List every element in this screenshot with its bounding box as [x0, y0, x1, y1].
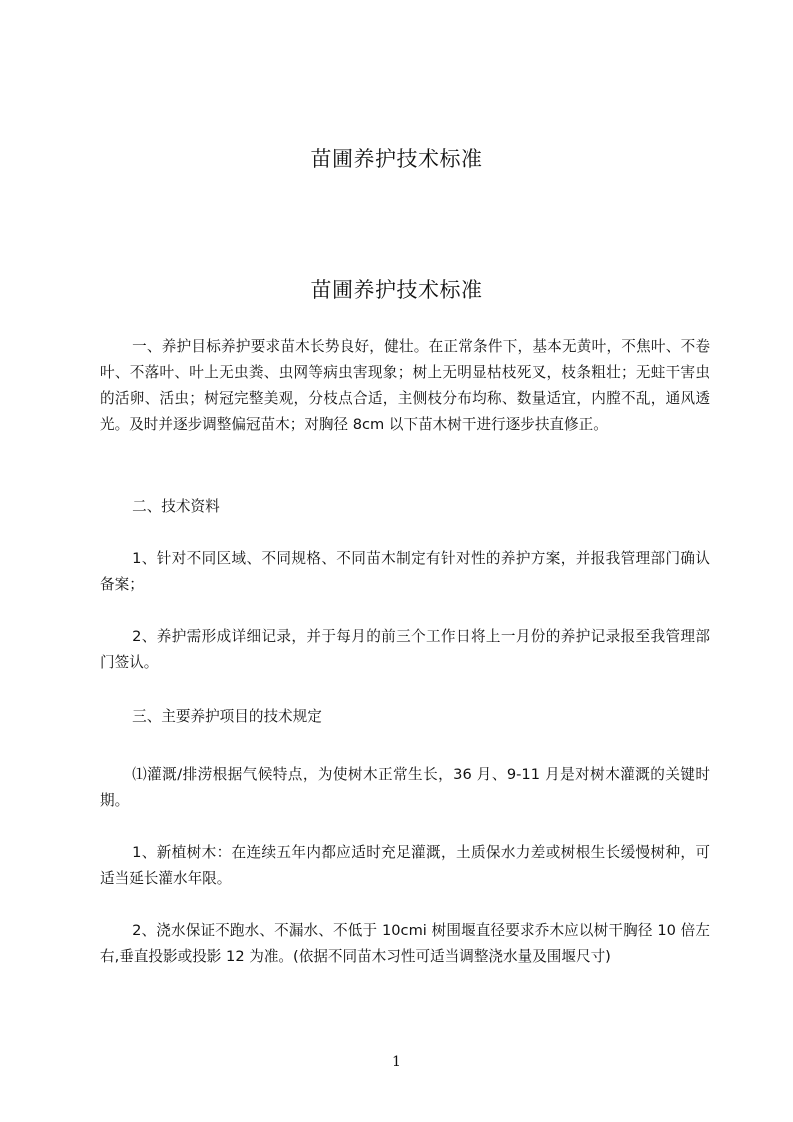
header-title: 苗圃养护技术标准	[310, 147, 483, 171]
main-title: 苗圃养护技术标准	[310, 278, 483, 302]
paragraph-maintenance-records: 2、养护需形成详细记录，并于每月的前三个工作日将上一月份的养护记录报至我管理部门签认。	[100, 628, 710, 671]
section-heading-technical-data: 二、技术资料	[132, 498, 220, 515]
paragraph-irrigation: ⑴灌溉/排涝根据气候特点，为使树木正常生长，36 月、9-11 月是对树木灌溉的关键时期。	[100, 766, 710, 809]
paragraph-new-trees: 1、新植树木：在连续五年内都应适时充足灌溉，土质保水力差或树根生长缓慢树种，可适当延长灌水年限。	[100, 844, 710, 887]
paragraph-watering: 2、浇水保证不跑水、不漏水、不低于 10cmi 树围堰直径要求乔木应以树干胸径 10 倍左右,垂直投影或投影 12 为准。(依据不同苗木习性可适当调整浇水量及围堰尺寸)	[100, 922, 710, 965]
paragraph-maintenance-goals: 一、养护目标养护要求苗木长势良好，健壮。在正常条件下，基本无黄叶，不焦叶、不卷叶、不落叶、叶上无虫粪、虫网等病虫害现象；树上无明显枯枝死叉，枝条粗壮；无蛀干害虫的活卵、活虫；树冠完整美观，分枝点合适，主侧枝分布均称、数量适宜，内膛不乱，通风透光。及时并逐步调整偏冠苗木；对胸径 8cm 以下苗木树干进行逐步扶直修正。	[100, 338, 710, 433]
paragraph-maintenance-plan: 1、针对不同区域、不同规格、不同苗木制定有针对性的养护方案，并报我管理部门确认备案；	[100, 550, 710, 593]
section-heading-technical-rules: 三、主要养护项目的技术规定	[132, 708, 322, 725]
page-number: 1	[392, 1054, 401, 1070]
